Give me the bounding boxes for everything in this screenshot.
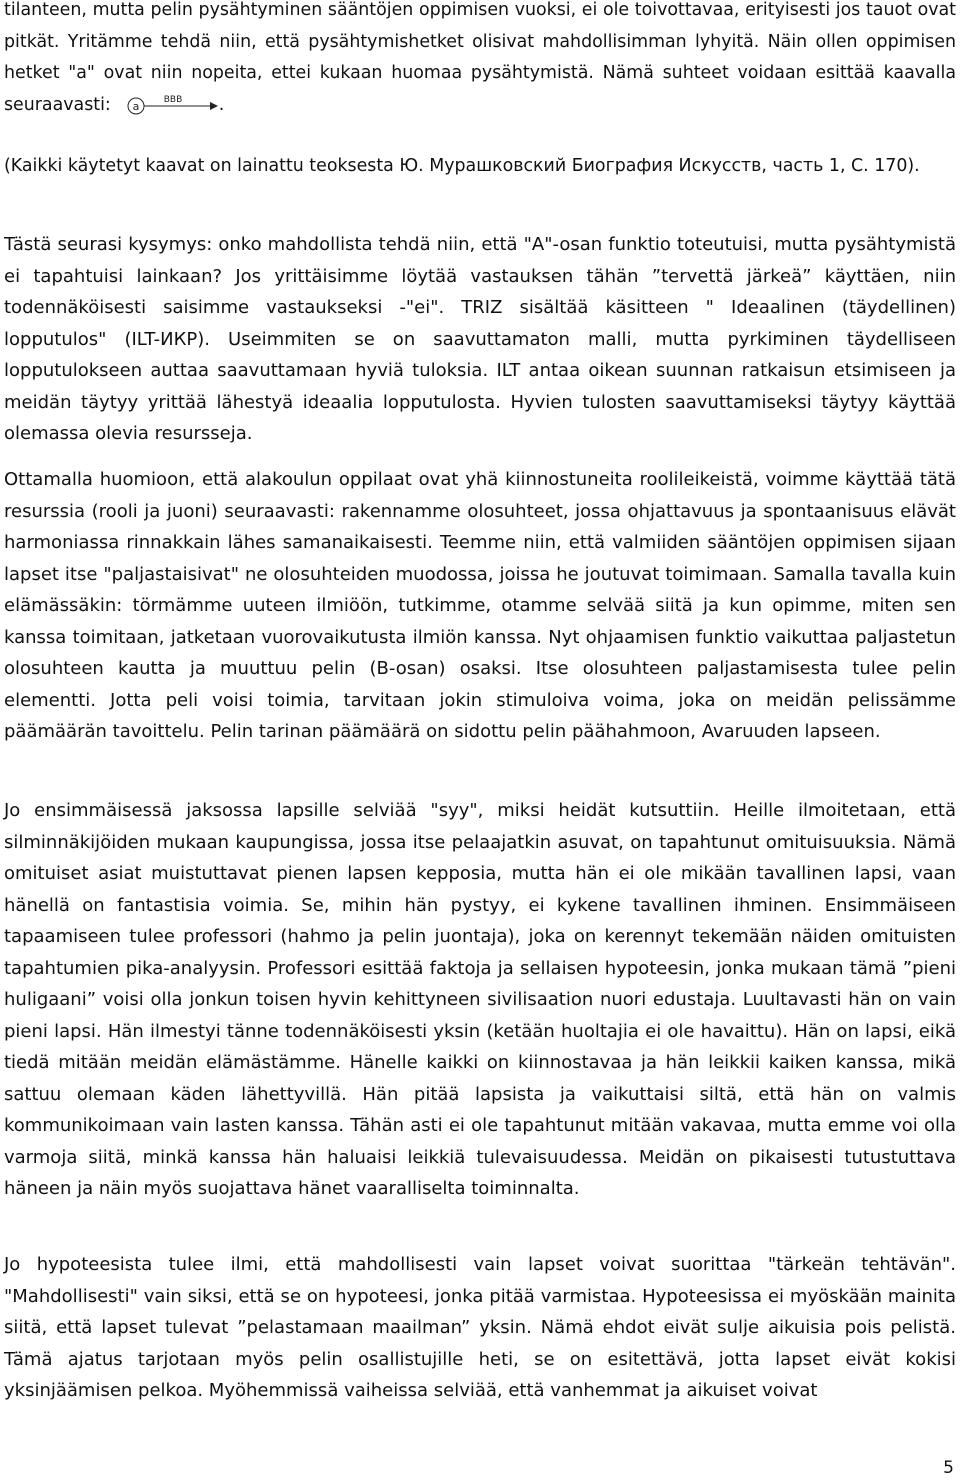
formula-node-label: a <box>132 99 140 113</box>
intro-paragraph <box>4 0 956 121</box>
intro-text: tilanteen, mutta pelin pysähtyminen sääntöjen oppimisen vuoksi, ei ole toivottavaa, erityisesti jos tauot ovat pitkät. Yritämme tehdä niin, että pysähtymishetket olisivat mahdollisimman lyhyitä. Näin ollen oppimisen hetket "a" ovat niin nopeita, ettei kukaan huomaa pysähtymistä. Nämä suhteet voidaan esittää kaavalla seuraavasti: <box>4 0 956 115</box>
paragraph-first-episode: Jo ensimmäisessä jaksossa lapsille selviää "syy", miksi heidät kutsuttiin. Heille ilmoitetaan, että silminnäkijöiden mukaan kaupungissa, jossa itse pelaajatkin asuvat, on tapahtunut omituisuuksia. Nämä omituiset asiat muistuttavat pienen lapsen kepposia, mutta hän ei ole mikään tavallinen lapsi, vaan hänellä on fantastisia voimia. Se, mihin hän pystyy, ei kykene tavallinen ihminen. Ensimmäiseen tapaamiseen tulee professori (hahmo ja pelin juontaja), joka on kerennyt tekemään näiden omituisten tapahtumien pika-analyysin. Professori esittää faktoja ja sellaisen hypoteesin, jonka mukaan tämä ”pieni huligaani” voisi olla jonkun toisen hyvin kehittyneen sivilisaation nuori edustaja. Luultavasti hän on vain pieni lapsi. Hän ilmestyi tänne todennäköisesti yksin (ketään huoltajia ei ole havaittu). Hän on lapsi, eikä tiedä mitään meidän elämästämme. Hänelle kaikki on kiinnostavaa ja hän leikkii kaiken kanssa, mikä sattuu olemaan käden lähettyvillä. Hän pitää lapsista ja vaikuttaisi siltä, että hän on valmis kommunikoimaan vain lasten kanssa. Tähän asti ei ole tapahtunut mitään vakavaa, mutta emme voi olla varmoja siitä, minkä kanssa hän haluaisi leikkiä tulevaisuudessa. Meidän on pikaisesti tutustuttava häneen ja näin myös suojattava hänet vaaralliselta toiminnalta. <box>4 800 956 1199</box>
paragraph-hypothesis: Jo hypoteesista tulee ilmi, että mahdollisesti vain lapset voivat suorittaa "tärkeän tehtävän". "Mahdollisesti" vain siksi, että se on hypoteesi, jonka pitää varmistaa. Hypoteesissa ei myöskään mainita siitä, että lapset tulevat ”pelastamaan maailman” yksin. Nämä ehdot eivät sulje aikuisia pois pelistä. Tämä ajatus tarjotaan myös pelin osallistujille heti, se on esitettävä, jotta lapset eivät kokisi yksinjäämisen pelkoa. Myöhemmissä vaiheissa selviää, että vanhemmat ja aikuiset voivat <box>4 1254 956 1401</box>
paragraph-ilt: Tästä seurasi kysymys: onko mahdollista tehdä niin, että "A"-osan funktio toteutuisi, mutta pysähtymistä ei tapahtuisi lainkaan? Jos yrittäisimme löytää vastauksen tähän ”tervettä järkeä” käyttäen, niin todennäköisesti saisimme vastaukseksi -"ei". TRIZ sisältää käsitteen " Ideaalinen (täydellinen) lopputulos" (ILT-ИКР). Useimmiten se on saavuttamaton malli, mutta pyrkiminen täydelliseen lopputulokseen auttaa saavuttamaan hyviä tuloksia. ILT antaa oikean suunnan ratkaisun etsimiseen ja meidän täytyy yrittää lähestyä ideaalia lopputulosta. Hyvien tulosten saavuttamiseksi täytyy käyttää olemassa olevia resursseja. <box>4 234 956 444</box>
source-note: (Kaikki käytetyt kaavat on lainattu teoksesta Ю. Мурашковский Биография Искусств, часть 1, С. 170). <box>4 156 920 176</box>
paragraph-resources: Ottamalla huomioon, että alakoulun oppilaat ovat yhä kiinnostuneita roolileikeistä, voimme käyttää tätä resurssia (rooli ja juoni) seuraavasti: rakennamme olosuhteet, jossa ohjattavuus ja spontaanisuus elävät harmoniassa rinnakkain lähes samanaikaisesti. Teemme niin, että valmiiden sääntöjen oppimisen sijaan lapset itse "paljastaisivat" ne olosuhteiden muodossa, joissa he joutuvat toimimaan. Samalla tavalla kuin elämässäkin: törmämme uuteen ilmiöön, tutkimme, otamme selvää siitä ja kun opimme, miten sen kanssa toimitaan, jatketaan vuorovaikutusta ilmiön kanssa. Nyt ohjaamisen funktio vaikuttaa paljastetun olosuhteen kautta ja muuttuu pelin (B-osan) osaksi. Itse olosuhteen paljastamisesta tulee pelin elementti. Jotta peli voisi toimia, tarvitaan jokin stimuloiva voima, joka on meidän pelissämme päämäärän tavoittelu. Pelin tarinan päämäärä on sidottu pelin päähahmoon, Avaruuden lapseen. <box>4 469 956 742</box>
page-number: 5 <box>943 1458 954 1478</box>
formula-diagram <box>127 92 219 118</box>
formula-arrow-head <box>210 102 218 110</box>
intro-end-period: . <box>218 94 225 115</box>
formula-arrow-label: BBB <box>163 94 183 105</box>
